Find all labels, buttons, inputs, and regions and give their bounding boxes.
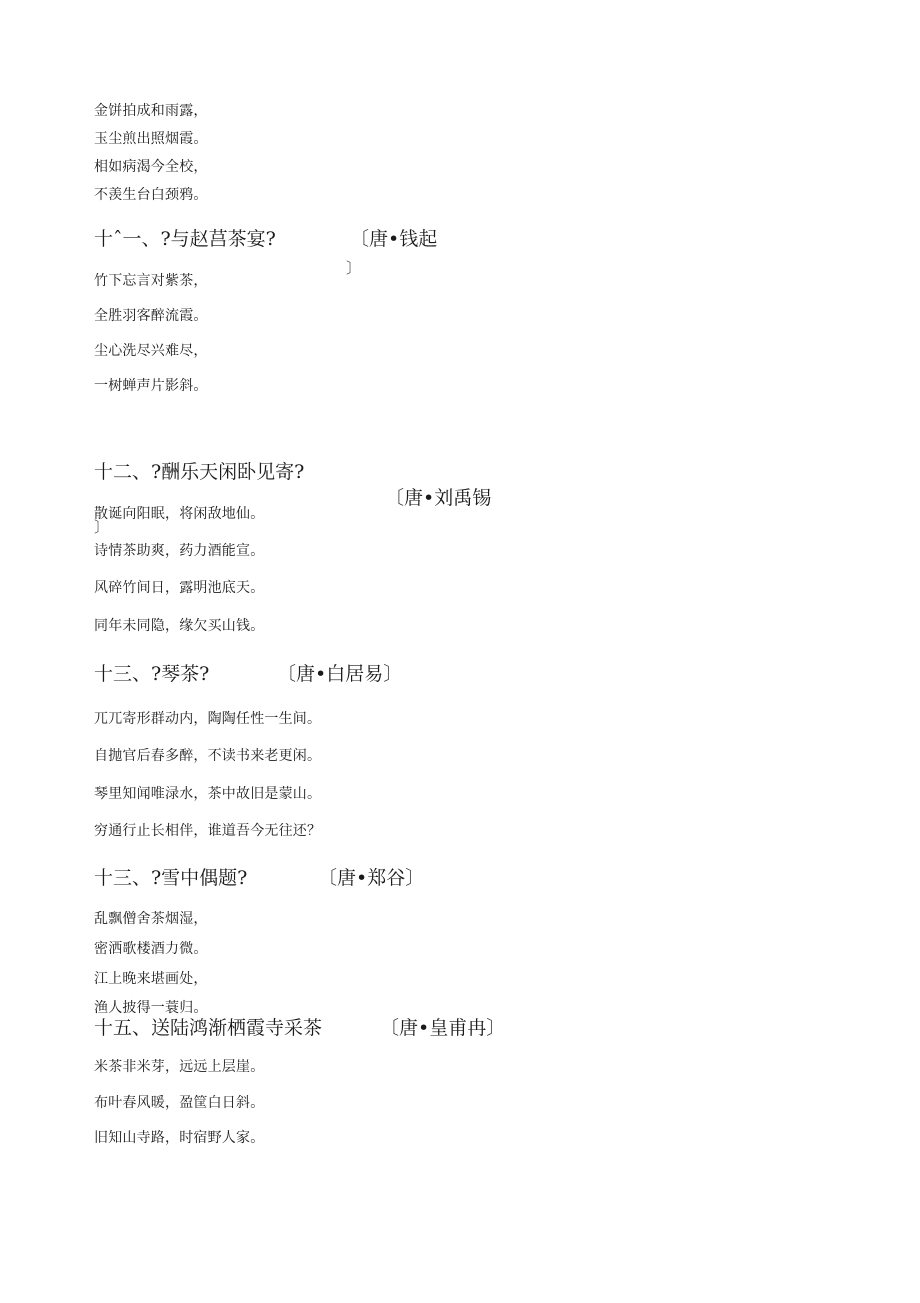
poem-line: 布叶春风暖，盈筐白日斜。 <box>94 1095 265 1111</box>
poem-author-tail: 〕 <box>94 518 110 536</box>
poem-line: 江上晚来堪画处， <box>94 971 208 987</box>
poem-line: 诗情茶助爽，药力酒能宣。 <box>94 543 265 559</box>
poem-line: 兀兀寄形群动内，陶陶任性一生间。 <box>94 711 322 727</box>
poem-line: 密洒歌楼酒力微。 <box>94 941 208 957</box>
poem-author: 〔唐•刘禹锡 <box>385 487 492 509</box>
poem-line: 散诞向阳眠，将闲敌地仙。 <box>94 506 265 522</box>
poem-line: 金饼拍成和雨露， <box>94 103 208 119</box>
poem-line: 玉尘煎出照烟霞。 <box>94 131 208 147</box>
poem-author: 〔唐•皇甫冉〕 <box>380 1017 506 1039</box>
poem-line: 竹下忘言对紫茶， <box>94 273 208 289</box>
poem-line: 一树蝉声片影斜。 <box>94 378 208 394</box>
poem-title: 十二、?酬乐天闲卧见寄? <box>94 461 305 483</box>
poem-title: 十ˆ一、?与赵莒茶宴? <box>94 228 276 250</box>
poem-author: 〔唐•白居易〕 <box>277 663 403 685</box>
poem-line: 米茶非米芽，远远上层崖。 <box>94 1059 265 1075</box>
poem-line: 同年未同隐，缘欠买山钱。 <box>94 618 265 634</box>
poem-author: 〔唐•钱起 <box>350 228 438 250</box>
poem-line: 不羡生台白颈鸦。 <box>94 187 208 203</box>
poem-author: 〔唐•郑谷〕 <box>318 867 425 889</box>
poem-line: 风碎竹间日，露明池底天。 <box>94 580 265 596</box>
poem-title: 十三、?雪中偶题? <box>94 867 248 889</box>
poem-line: 乱飘僧舍茶烟湿， <box>94 911 208 927</box>
poem-line: 自抛官后春多醉，不读书来老更闲。 <box>94 748 322 764</box>
poem-line: 琴里知闻唯渌水，茶中故旧是蒙山。 <box>94 786 322 802</box>
poem-line: 相如病渴今全校， <box>94 159 208 175</box>
poem-line: 穷通行止长相伴，谁道吾今无往还？ <box>94 823 322 839</box>
poem-author-tail: 〕 <box>346 259 362 277</box>
poem-line: 尘心洗尽兴难尽， <box>94 343 208 359</box>
poem-title: 十五、送陆鸿渐栖霞寺采茶 <box>94 1017 323 1039</box>
poem-line: 渔人披得一蓑归。 <box>94 1000 208 1016</box>
poem-line: 全胜羽客醉流霞。 <box>94 308 208 324</box>
poem-line: 旧知山寺路，时宿野人家。 <box>94 1130 265 1146</box>
poem-title: 十三、?琴茶? <box>94 663 210 685</box>
